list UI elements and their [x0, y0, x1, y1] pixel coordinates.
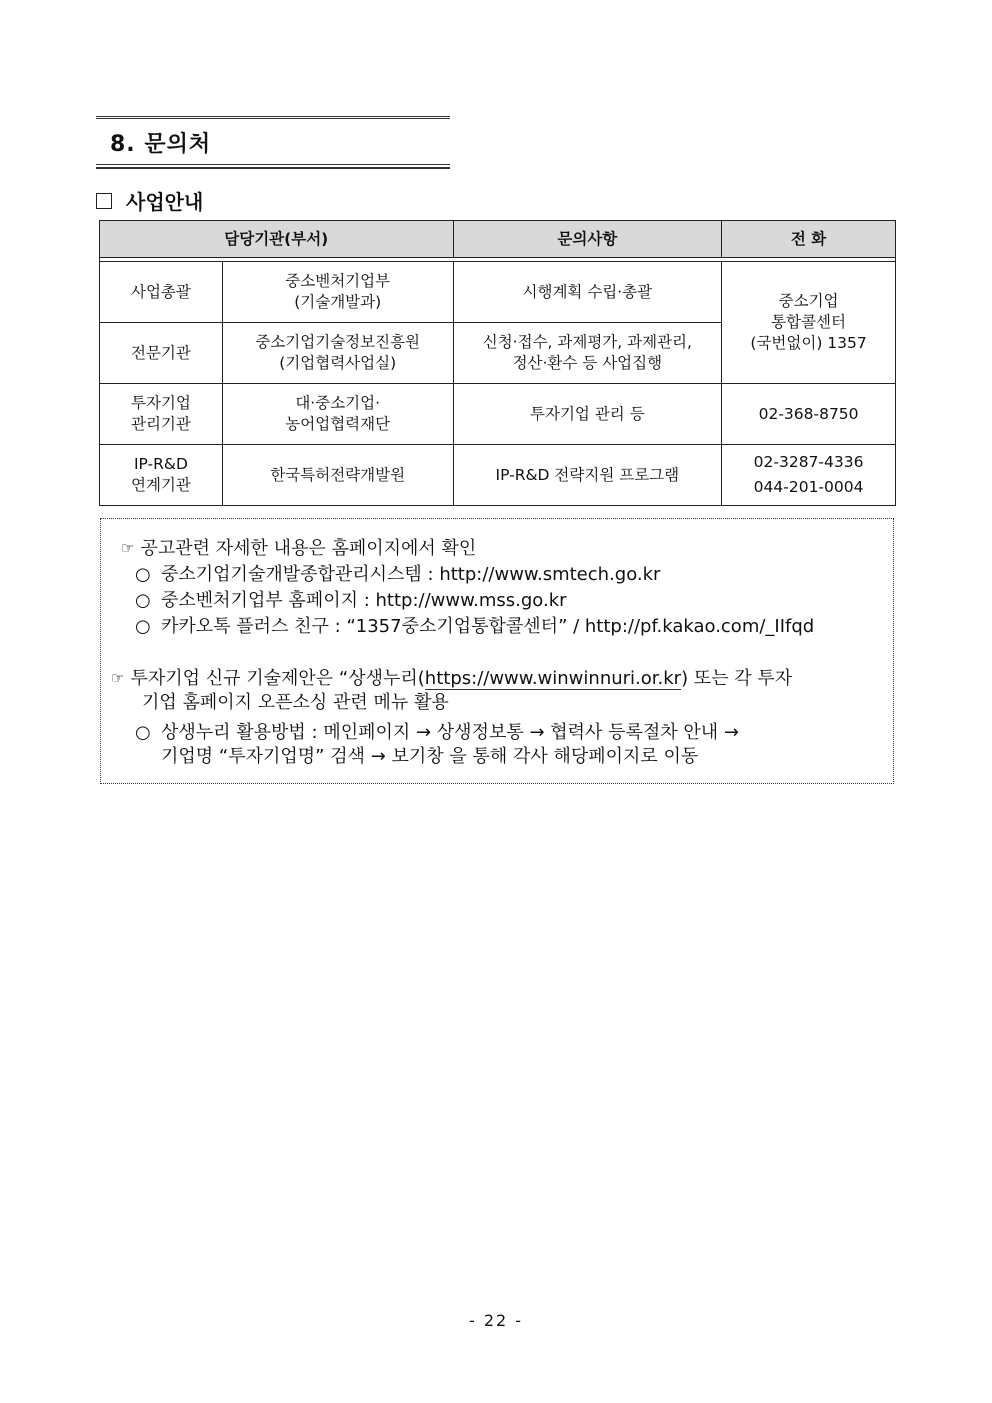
table-row [100, 445, 896, 506]
circle-bullet-icon: ○ [135, 590, 151, 611]
cell-phone-shared: 중소기업 통합콜센터 (국번없이) 1357 [722, 262, 896, 384]
header-inquiry: 문의사항 [453, 221, 722, 258]
cell-org: 중소벤처기업부 (기술개발과) [222, 262, 453, 323]
cell-inquiry: 투자기업 관리 등 [453, 384, 722, 445]
header-phone: 전 화 [722, 221, 896, 258]
notice-bullet-item: ○ 중소벤처기업부 홈페이지 : http://www.mss.go.kr [135, 588, 567, 614]
cell-inquiry: 시행계획 수립·총괄 [453, 262, 722, 323]
cell-org: 한국특허전략개발원 [222, 445, 453, 506]
table-row [100, 262, 896, 323]
cell-type: IP-R&D 연계기관 [100, 445, 223, 506]
pointing-hand-icon: ☞ [121, 539, 135, 557]
section-title: 8. 문의처 [110, 132, 212, 157]
cell-inquiry: 신청·접수, 과제평가, 과제관리, 정산·환수 등 사업집행 [453, 323, 722, 384]
cell-phone: 02-3287-4336 044-201-0004 [722, 445, 896, 506]
cell-phone: 02-368-8750 [722, 384, 896, 445]
cell-type: 사업총괄 [100, 262, 223, 323]
circle-bullet-icon: ○ [135, 616, 151, 637]
table-header-row [100, 221, 896, 258]
circle-bullet-icon: ○ [135, 564, 151, 585]
cell-org: 대·중소기업· 농어업협력재단 [222, 384, 453, 445]
cell-type: 전문기관 [100, 323, 223, 384]
cell-org: 중소기업기술정보진흥원 (기업협력사업실) [222, 323, 453, 384]
winwinnuri-link[interactable]: https://www.winwinnuri.or.kr [424, 668, 682, 689]
notice-line-cont: 기업 홈페이지 오픈소싱 관련 메뉴 활용 [142, 692, 449, 713]
notice-bullet-item: ○ 상생누리 활용방법 : 메인페이지 → 상생정보통 → 협력사 등록절차 안내 → [135, 720, 739, 746]
checkbox-square-icon [96, 193, 112, 209]
cell-type: 투자기업 관리기관 [100, 384, 223, 445]
contact-table [99, 220, 896, 506]
header-org: 담당기관(부서) [100, 221, 454, 258]
notice-box [100, 518, 894, 784]
notice-bullet-item: ○ 카카오톡 플러스 친구 : “1357중소기업통합콜센터” / http://pf.kakao.com/_IIfqd [135, 614, 814, 640]
page-number: - 22 - [468, 1311, 524, 1330]
notice-line: ☞ 공고관련 자세한 내용은 홈페이지에서 확인 [121, 536, 476, 562]
section-heading [96, 116, 450, 169]
subsection-heading [96, 186, 203, 215]
subsection-title: 사업안내 [126, 190, 204, 214]
circle-bullet-icon: ○ [135, 722, 151, 743]
table-row [100, 384, 896, 445]
pointing-hand-icon: ☞ [111, 669, 125, 687]
notice-bullet-item: ○ 중소기업기술개발종합관리시스템 : http://www.smtech.go.kr [135, 562, 660, 588]
notice-bullet-cont: 기업명 “투자기업명” 검색 → 보기창 을 통해 각사 해당페이지로 이동 [161, 746, 699, 767]
cell-inquiry: IP-R&D 전략지원 프로그램 [453, 445, 722, 506]
notice-line: ☞ 투자기업 신규 기술제안은 “상생누리(https://www.winwinnuri.or.kr) 또는 각 투자 [111, 666, 885, 692]
